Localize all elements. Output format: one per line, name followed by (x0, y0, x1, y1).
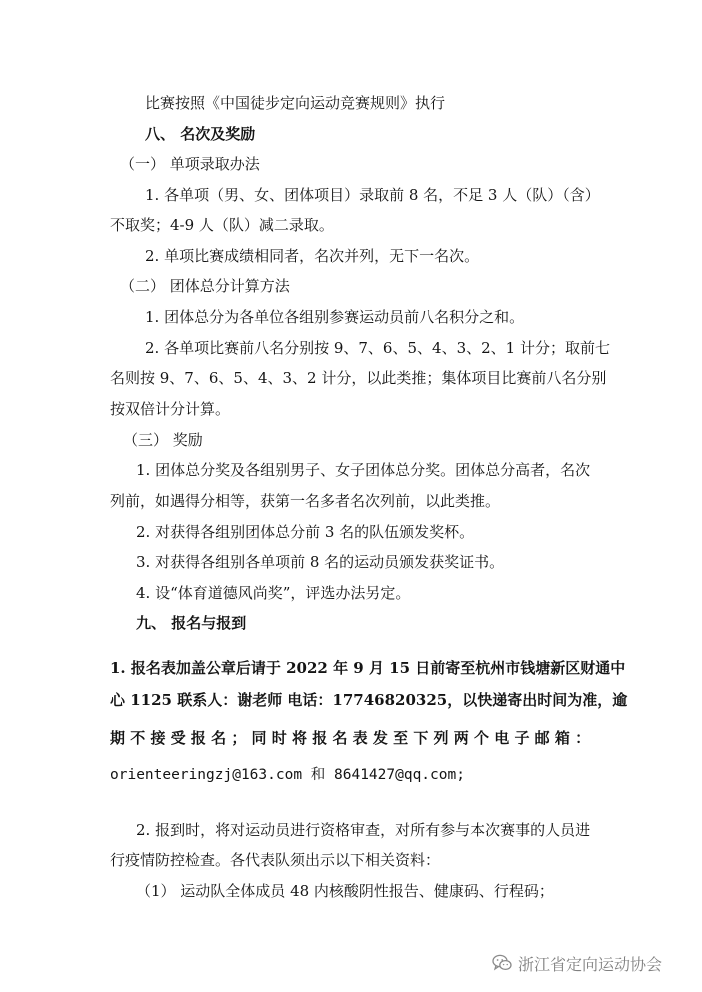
text-line: 4. 设“体育道德风尚奖”，评选办法另定。 (136, 584, 411, 602)
section-heading-ranking: 八、 名次及奖励 (145, 125, 256, 143)
text-line: 1. 各单项（男、女、团体项目）录取前 8 名，不足 3 人（队）（含） (145, 186, 600, 204)
text-line: 2. 单项比赛成绩相同者，名次并列，无下一名次。 (145, 247, 480, 265)
text-line: 2. 各单项比赛前八名分别按 9、7、6、5、4、3、2、1 计分；取前七 (145, 339, 610, 357)
text-line: 列前，如遇得分相等，获第一名多者名次列前，以此类推。 (110, 492, 501, 510)
text-line: 按双倍计分计算。 (110, 400, 231, 418)
subheading-individual: （一） 单项录取办法 (120, 155, 260, 173)
text-line: 1. 团体总分为各单位各组别参赛运动员前八名积分之和。 (145, 308, 525, 326)
text-line: 心 1125 联系人：谢老师 电话：17746820325，以快递寄出时间为准，逾 (110, 691, 628, 709)
watermark (492, 952, 662, 974)
text-line: 名则按 9、7、6、5、4、3、2 计分，以此类推；集体项目比赛前八名分别 (110, 369, 607, 387)
wechat-icon (492, 954, 512, 972)
text-line: 期 不 接 受 报 名 ； 同 时 将 报 名 表 发 至 下 列 两 个 电 子 邮 箱 ： (110, 729, 591, 747)
watermark-text: 浙江省定向运动协会 (518, 954, 663, 974)
text-line: 2. 报到时，将对运动员进行资格审查，对所有参与本次赛事的人员进 (136, 821, 591, 839)
text-line: 1. 团体总分奖及各组别男子、女子团体总分奖。团体总分高者，名次 (136, 461, 591, 479)
text-line: 3. 对获得各组别各单项前 8 名的运动员颁发获奖证书。 (136, 553, 505, 571)
text-line-rules: 比赛按照《中国徒步定向运动竞赛规则》执行 (145, 94, 446, 112)
subheading-team-score: （二） 团体总分计算方法 (120, 277, 290, 295)
text-line: 1. 报名表加盖公章后请于 2022 年 9 月 15 日前寄至杭州市钱塘新区财通中 (110, 659, 626, 677)
email-line: orienteeringzj@163.com 和 8641427@qq.com; (110, 767, 465, 783)
text-line: （1） 运动队全体成员 48 内核酸阴性报告、健康码、行程码； (136, 882, 554, 900)
section-heading-registration: 九、 报名与报到 (136, 614, 247, 632)
subheading-awards: （三） 奖励 (123, 431, 203, 449)
text-line: 行疫情防控检查。各代表队须出示以下相关资料： (110, 851, 441, 869)
text-line: 不取奖；4-9 人（队）减二录取。 (110, 216, 334, 234)
text-line: 2. 对获得各组别团体总分前 3 名的队伍颁发奖杯。 (136, 523, 475, 541)
